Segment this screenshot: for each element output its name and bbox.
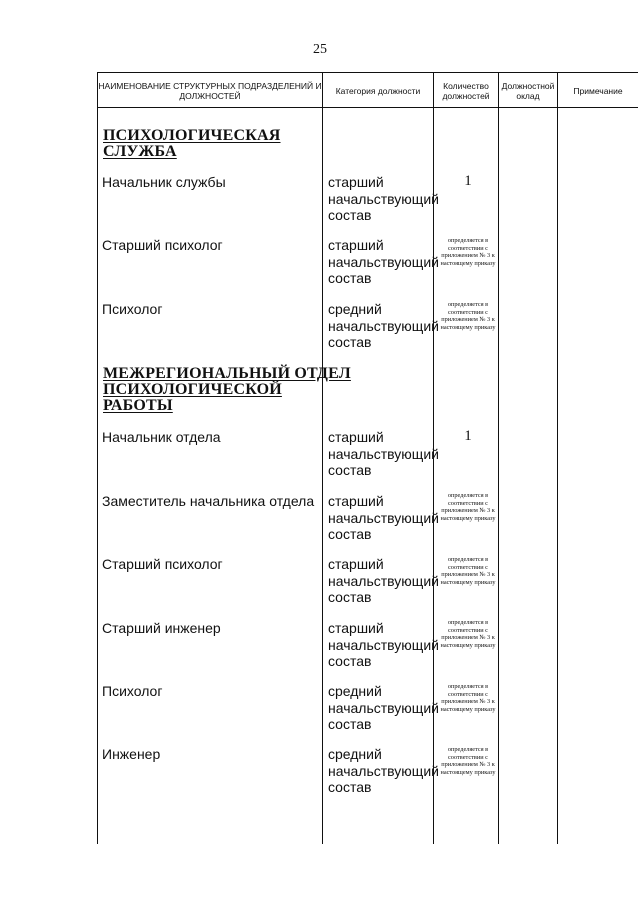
position-count: определяется в соответствии с приложением № 3 к настоящему приказу xyxy=(440,301,496,331)
position-name: Заместитель начальника отдела xyxy=(102,493,315,509)
section-title: МЕЖРЕГИОНАЛЬНЫЙ ОТДЕЛ xyxy=(103,365,351,382)
position-category: старший начальствующий состав xyxy=(328,237,439,286)
header-salary-column: Должностной оклад xyxy=(501,81,555,101)
position-name: Старший психолог xyxy=(102,237,223,253)
position-count: 1 xyxy=(464,173,472,189)
section-title: РАБОТЫ xyxy=(103,397,173,414)
position-name: Начальник отдела xyxy=(102,429,221,445)
position-category: старший начальствующий состав xyxy=(328,620,439,669)
position-category: старший начальствующий состав xyxy=(328,556,439,605)
position-count: определяется в соответствии с приложением № 3 к настоящему приказу xyxy=(440,556,496,586)
position-name: Психолог xyxy=(102,683,163,699)
column-divider-category xyxy=(322,72,323,844)
position-category: средний начальствующий состав xyxy=(328,683,439,732)
position-count: определяется в соответствии с приложением № 3 к настоящему приказу xyxy=(440,746,496,776)
header-count-column: Количество должностей xyxy=(442,81,490,101)
position-name: Психолог xyxy=(102,301,163,317)
position-category: средний начальствующий состав xyxy=(328,301,439,350)
header-note-column: Примечание xyxy=(573,86,623,96)
position-name: Старший психолог xyxy=(102,556,223,572)
position-name: Инженер xyxy=(102,746,161,762)
header-category-column: Категория должности xyxy=(335,86,421,96)
position-name: Начальник службы xyxy=(102,174,226,190)
position-category: старший начальствующий состав xyxy=(328,429,439,478)
position-category: старший начальствующий состав xyxy=(328,493,439,542)
position-category: старший начальствующий состав xyxy=(328,174,439,223)
position-category: средний начальствующий состав xyxy=(328,746,439,795)
position-count: определяется в соответствии с приложением № 3 к настоящему приказу xyxy=(440,492,496,522)
position-count: определяется в соответствии с приложением № 3 к настоящему приказу xyxy=(440,619,496,649)
position-count: 1 xyxy=(464,428,472,444)
page-number: 25 xyxy=(313,42,327,57)
position-name: Старший инженер xyxy=(102,620,221,636)
section-title: ПСИХОЛОГИЧЕСКАЯ xyxy=(103,127,281,144)
position-count: определяется в соответствии с приложением № 3 к настоящему приказу xyxy=(440,683,496,713)
column-divider-salary xyxy=(498,72,499,844)
section-title: ПСИХОЛОГИЧЕСКОЙ xyxy=(103,381,282,398)
position-count: определяется в соответствии с приложением № 3 к настоящему приказу xyxy=(440,237,496,267)
section-title: СЛУЖБА xyxy=(103,143,177,160)
column-divider-note xyxy=(557,72,558,844)
header-name-column: НАИМЕНОВАНИЕ СТРУКТУРНЫХ ПОДРАЗДЕЛЕНИЙ И ДОЛЖНОСТЕЙ xyxy=(98,81,322,101)
